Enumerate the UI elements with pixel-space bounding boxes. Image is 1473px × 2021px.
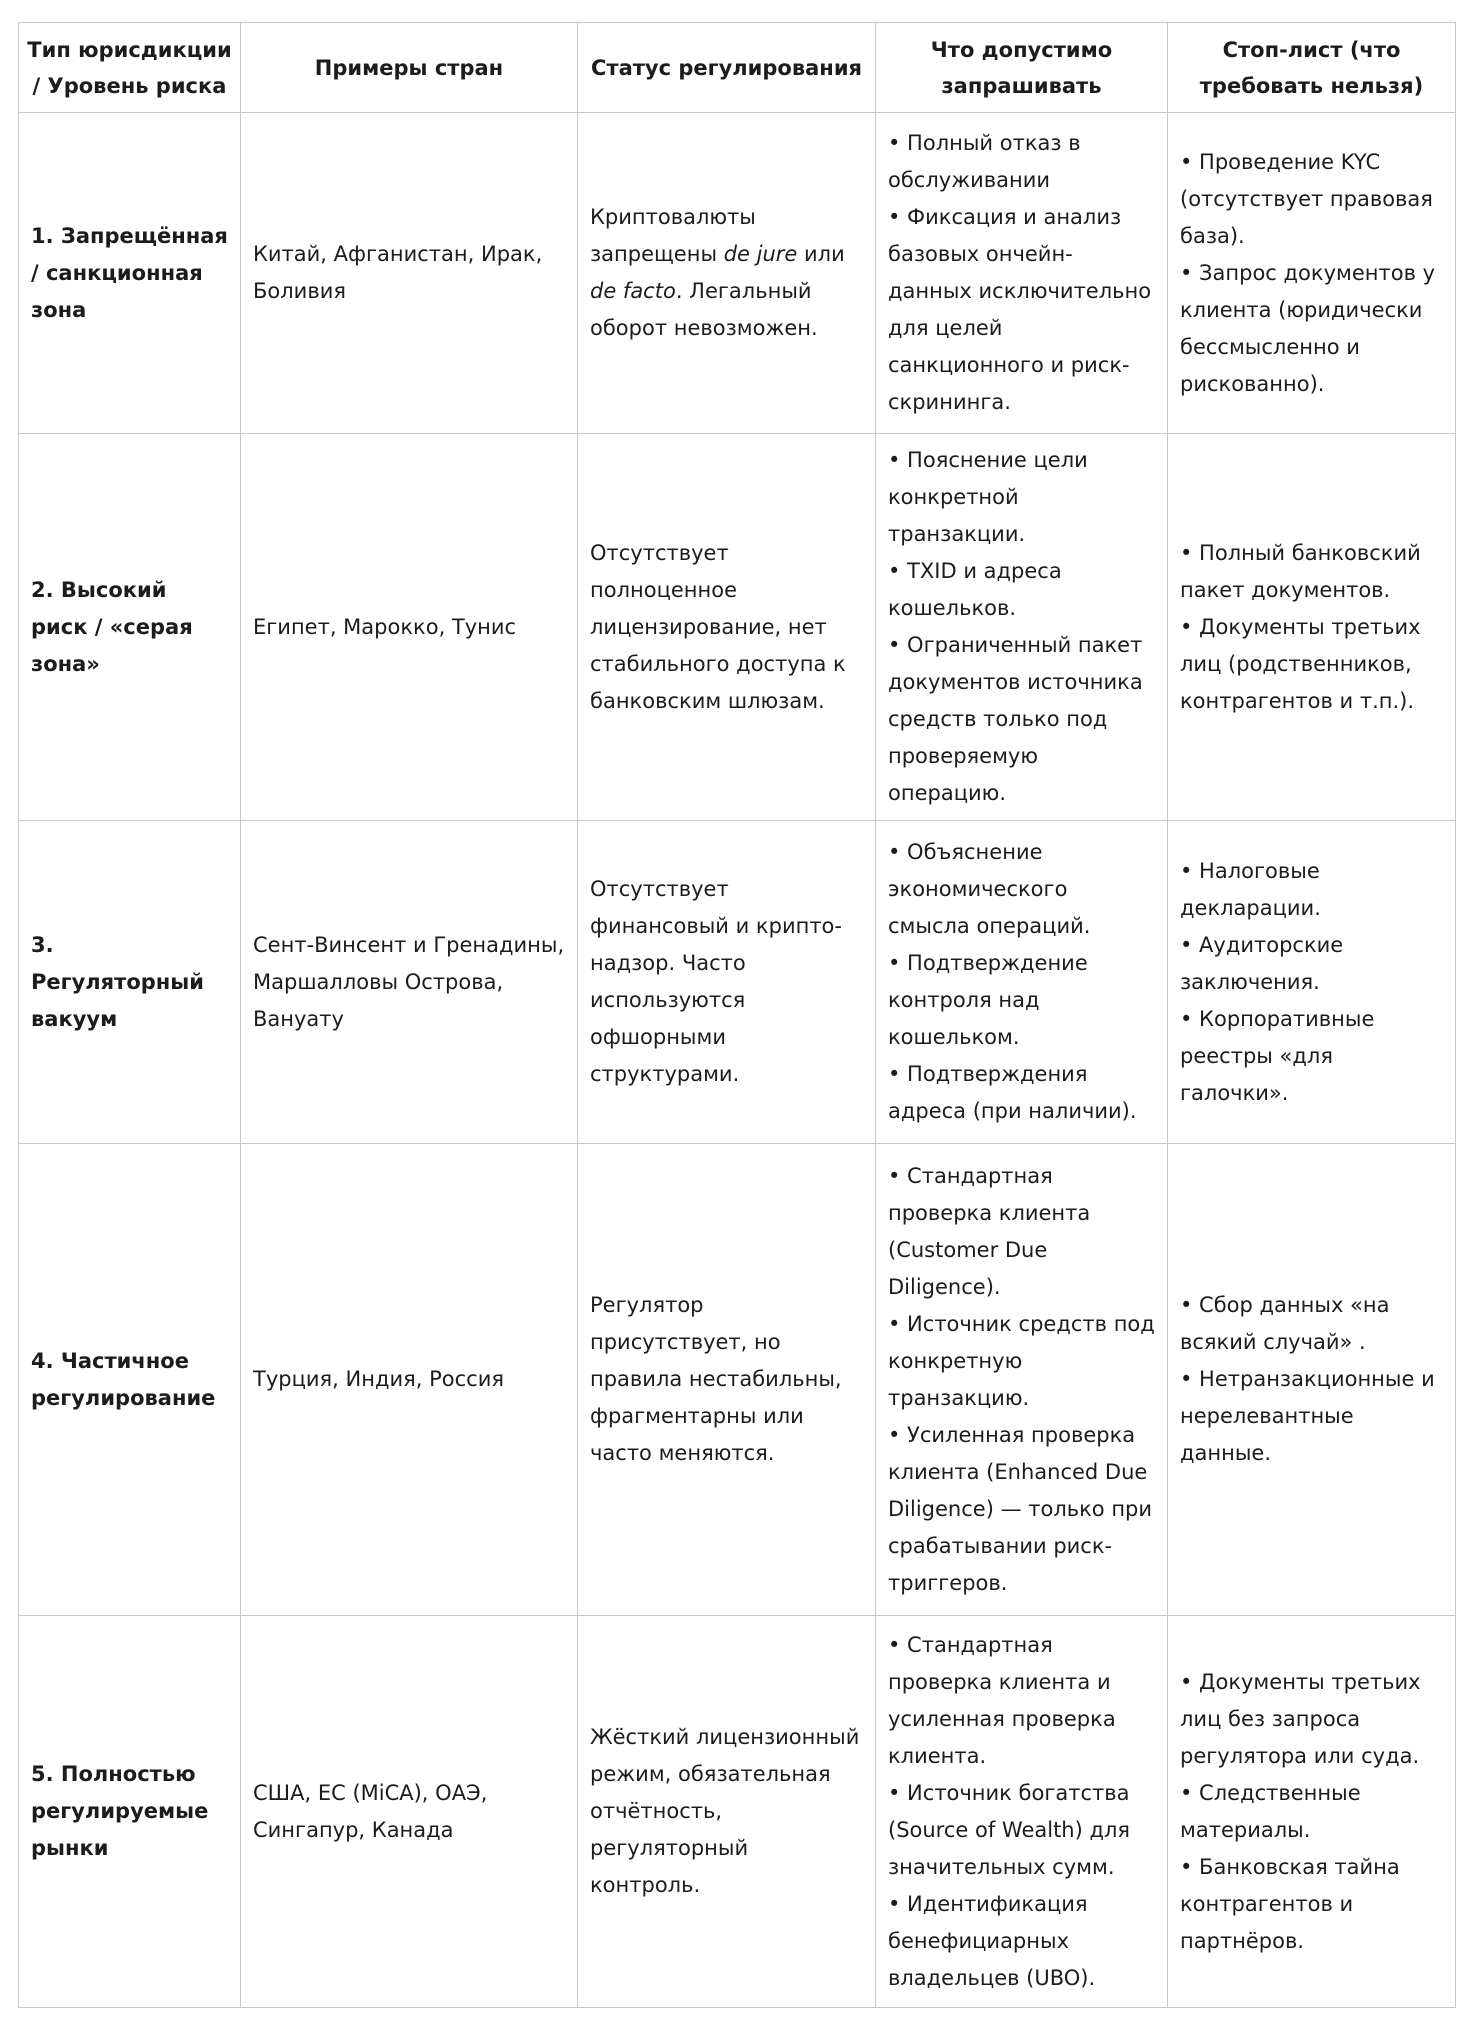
status-text: или <box>797 242 845 266</box>
stoplist-cell <box>1168 1616 1456 2008</box>
bullet-item: • Налоговые декларации. <box>1180 858 1321 920</box>
status-text: Отсутствует полноценное лицензирование, нет стабильного доступа к банковским шлюзам. <box>590 540 846 713</box>
regulation-status-cell <box>578 113 876 434</box>
status-text: Жёсткий лицензионный режим, обязательная отчётность, регуляторный контроль. <box>590 1725 860 1897</box>
stoplist-cell <box>1168 113 1456 434</box>
status-text-italic: de facto <box>590 279 676 303</box>
table-body <box>19 113 1456 2008</box>
bullet-item: • Стандартная проверка клиента и усиленная проверка клиента. <box>888 1632 1116 1768</box>
allowed-requests-cell <box>876 1616 1168 2008</box>
risk-type-cell: 1. Запрещённая / санкционная зона <box>19 113 241 434</box>
bullet-item: • Пояснение цели конкретной транзакции. <box>888 448 1088 546</box>
bullet-item: • Источник средств под конкретную транзакцию. <box>888 1311 1155 1410</box>
allowed-requests-cell <box>876 821 1168 1144</box>
header-row <box>19 23 1456 113</box>
countries-cell: Китай, Афганистан, Ирак, Боливия <box>241 113 578 434</box>
status-text: . Легальный оборот невозможен. <box>590 279 818 340</box>
status-text: Криптовалюты запрещены <box>590 205 756 266</box>
status-text-italic: de jure <box>723 242 798 266</box>
risk-type-cell: 4. Частичное регулирование <box>19 1144 241 1616</box>
bullet-item: • Следственные материалы. <box>1180 1780 1361 1842</box>
bullet-item: • Банковская тайна контрагентов и партнёров. <box>1180 1854 1400 1953</box>
header-allowed-requests: Что допустимо запрашивать <box>876 23 1168 113</box>
risk-type-cell: 3. Регуляторный вакуум <box>19 821 241 1144</box>
bullet-item: • Нетранзакционные и нерелевантные данные. <box>1180 1367 1435 1465</box>
table-row <box>19 1616 1456 2008</box>
countries-cell: США, ЕС (MiCA), ОАЭ, Сингапур, Канада <box>241 1616 578 2008</box>
stoplist-cell <box>1168 434 1456 821</box>
allowed-requests-cell <box>876 113 1168 434</box>
bullet-item: • Полный банковский пакет документов. <box>1180 540 1421 602</box>
bullet-item: • Сбор данных «на всякий случай» . <box>1180 1293 1390 1354</box>
bullet-item: • Аудиторские заключения. <box>1180 932 1344 994</box>
stoplist-cell <box>1168 821 1456 1144</box>
bullet-item: • Усиленная проверка клиента (Enhanced Due Diligence) — только при срабатывании риск-триггеров. <box>888 1422 1153 1595</box>
table-header <box>19 23 1456 113</box>
regulation-status-cell <box>578 1616 876 2008</box>
countries-cell: Сент-Винсент и Гренадины, Маршалловы Острова, Вануату <box>241 821 578 1144</box>
table-row <box>19 1144 1456 1616</box>
allowed-requests-cell <box>876 1144 1168 1616</box>
table-row <box>19 821 1456 1144</box>
bullet-item: • TXID и адреса кошельков. <box>888 559 1062 620</box>
bullet-item: • Полный отказ в обслуживании <box>888 131 1081 192</box>
bullet-item: • Корпоративные реестры «для галочки». <box>1180 1006 1375 1105</box>
table-row <box>19 113 1456 434</box>
countries-cell: Турция, Индия, Россия <box>241 1144 578 1616</box>
header-country-examples: Примеры стран <box>241 23 578 113</box>
bullet-item: • Ограниченный пакет документов источника средств только под проверяемую операцию. <box>888 633 1143 805</box>
regulation-status-cell <box>578 821 876 1144</box>
risk-type-cell: 2. Высокий риск / «серая зона» <box>19 434 241 821</box>
bullet-item: • Запрос документов у клиента (юридически бессмысленно и рискованно). <box>1180 260 1436 396</box>
regulation-status-cell <box>578 434 876 821</box>
bullet-item: • Подтверждение контроля над кошельком. <box>888 951 1088 1049</box>
table-row <box>19 434 1456 821</box>
risk-type-cell: 5. Полностью регулируемые рынки <box>19 1616 241 2008</box>
countries-cell: Египет, Марокко, Тунис <box>241 434 578 821</box>
bullet-item: • Документы третьих лиц (родственников, контрагентов и т.п.). <box>1180 614 1421 713</box>
header-jurisdiction-type: Тип юрисдикции / Уровень риска <box>19 23 241 113</box>
bullet-item: • Источник богатства (Source of Wealth) для значительных сумм. <box>888 1780 1131 1879</box>
bullet-item: • Идентификация бенефициарных владельцев (UBO). <box>888 1891 1096 1990</box>
regulation-status-cell <box>578 1144 876 1616</box>
bullet-item: • Фиксация и анализ базовых ончейн-данных исключительно для целей санкционного и риск-скрининга. <box>888 205 1152 414</box>
status-text: Отсутствует финансовый и крипто-надзор. Часто используются офшорными структурами. <box>590 877 842 1086</box>
bullet-item: • Проведение KYC (отсутствует правовая база). <box>1180 149 1433 248</box>
header-regulation-status: Статус регулирования <box>578 23 876 113</box>
bullet-item: • Стандартная проверка клиента (Customer Due Diligence). <box>888 1163 1091 1299</box>
jurisdiction-risk-table <box>18 22 1456 2008</box>
bullet-item: • Документы третьих лиц без запроса регулятора или суда. <box>1180 1669 1421 1768</box>
status-text: Регулятор присутствует, но правила нестабильны, фрагментарны или часто меняются. <box>590 1293 842 1465</box>
bullet-item: • Объяснение экономического смысла операций. <box>888 840 1091 938</box>
stoplist-cell <box>1168 1144 1456 1616</box>
allowed-requests-cell <box>876 434 1168 821</box>
bullet-item: • Подтверждения адреса (при наличии). <box>888 1062 1137 1123</box>
header-stoplist: Стоп-лист (что требовать нельзя) <box>1168 23 1456 113</box>
